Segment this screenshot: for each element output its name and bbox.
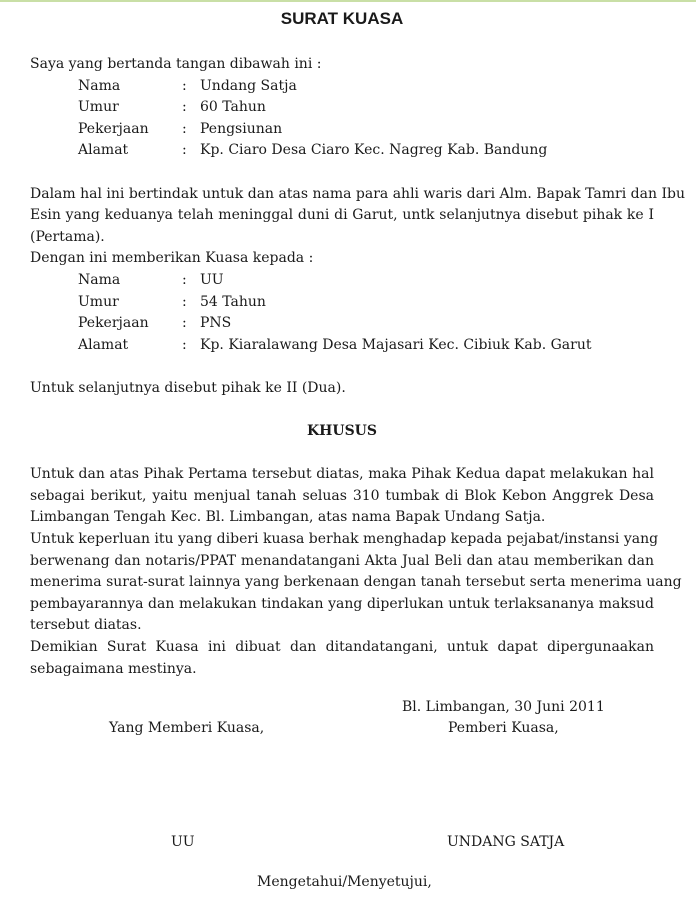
detail-row: [30, 140, 654, 162]
left-signer-name: UU: [171, 834, 195, 850]
detail-label: Alamat: [78, 142, 129, 159]
detail-label: Pekerjaan: [78, 120, 149, 137]
paragraph-line: berwenang dan notaris/PPAT menandatangani Akta Jual Beli dan atau memberikan dan: [30, 552, 654, 569]
detail-row: [30, 270, 654, 292]
paragraph-line: sebagai berikut, yaitu menjual tanah seluas 310 tumbak di Blok Kebon Anggrek Desa: [30, 487, 654, 504]
top-border-line: [0, 0, 696, 2]
detail-value: Kp. Ciaro Desa Ciaro Kec. Nagreg Kab. Bandung: [200, 142, 548, 159]
authority-paragraph: [30, 184, 685, 249]
colon: :: [182, 142, 187, 159]
detail-label: Nama: [78, 77, 121, 94]
detail-row: [30, 313, 654, 335]
detail-label: Umur: [78, 293, 119, 310]
detail-value: Pengsiunan: [200, 120, 283, 137]
colon: :: [182, 293, 187, 310]
detail-row: [30, 76, 654, 98]
paragraph-line: menerima surat-surat lainnya yang berkenaan dengan tanah tersebut serta menerima uang: [30, 574, 682, 591]
paragraph-line: tersebut diatas.: [30, 617, 142, 634]
closing-paragraph: [30, 637, 654, 680]
second-party-note: Untuk selanjutnya disebut pihak ke II (Dua).: [30, 379, 346, 396]
section-heading: KHUSUS: [306, 423, 378, 440]
detail-row: [30, 335, 654, 357]
paragraph-line: sebagaimana mestinya.: [30, 660, 197, 677]
purpose-paragraph: [30, 529, 682, 637]
colon: :: [182, 315, 187, 332]
detail-label: Nama: [78, 271, 121, 288]
detail-value: Undang Satja: [200, 77, 297, 94]
second-party-details: [30, 270, 654, 356]
detail-label: Umur: [78, 99, 119, 116]
detail-label: Alamat: [78, 336, 129, 353]
left-signature-caption: Yang Memberi Kuasa,: [109, 720, 265, 736]
paragraph-line: Limbangan Tengah Kec. Bl. Limbangan, atas nama Bapak Undang Satja.: [30, 509, 546, 526]
detail-value: PNS: [200, 315, 232, 332]
detail-row: [30, 97, 654, 119]
paragraph-line: (Pertama).: [30, 228, 105, 245]
paragraph-line: Demikian Surat Kuasa ini dibuat dan ditandatangani, untuk dapat dipergunaakan: [30, 639, 654, 656]
paragraph-line: Dalam hal ini bertindak untuk dan atas nama para ahli waris dari Alm. Bapak Tamri dan Ibu: [30, 185, 685, 202]
colon: :: [182, 271, 187, 288]
paragraph-line: pembayarannya dan melakukan tindakan yang diperlukan untuk terlaksananya maksud: [30, 595, 654, 612]
detail-value: 54 Tahun: [200, 293, 266, 310]
paragraph-line: Untuk dan atas Pihak Pertama tersebut diatas, maka Pihak Kedua dapat melakukan hal: [30, 466, 654, 483]
colon: :: [182, 336, 187, 353]
approval-caption: Mengetahui/Menyetujui,: [257, 874, 432, 890]
right-signature-caption: Pemberi Kuasa,: [448, 720, 559, 736]
detail-value: 60 Tahun: [200, 99, 266, 116]
detail-value: Kp. Kiaralawang Desa Majasari Kec. Cibiuk Kab. Garut: [200, 336, 592, 353]
detail-row: [30, 292, 654, 314]
detail-label: Pekerjaan: [78, 315, 149, 332]
right-signer-name: UNDANG SATJA: [447, 834, 565, 850]
place-date: Bl. Limbangan, 30 Juni 2011: [402, 699, 605, 715]
paragraph-line: Untuk keperluan itu yang diberi kuasa berhak menghadap kepada pejabat/instansi yang: [30, 531, 659, 548]
intro-text: Saya yang bertanda tangan dibawah ini :: [30, 56, 322, 72]
document-title: SURAT KUASA: [280, 9, 404, 28]
colon: :: [182, 120, 187, 137]
detail-row: [30, 119, 654, 141]
colon: :: [182, 99, 187, 116]
paragraph-line: Esin yang keduanya telah meninggal duni di Garut, untk selanjutnya disebut pihak ke I: [30, 207, 654, 224]
intro-text-2: Dengan ini memberikan Kuasa kepada :: [30, 250, 314, 267]
first-party-details: [30, 76, 654, 162]
colon: :: [182, 77, 187, 94]
detail-value: UU: [200, 271, 224, 288]
special-paragraph: [30, 464, 654, 529]
letter-body: [30, 8, 685, 680]
